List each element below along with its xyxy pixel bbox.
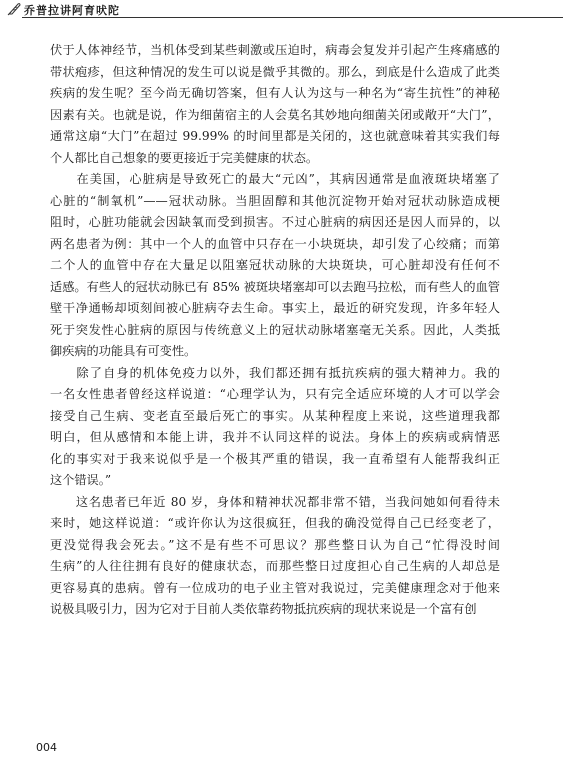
- text-line: 明白，但从感情和本能上讲，我并不认同这样的说法。身体上的疾病或病情恶: [50, 430, 500, 444]
- text-line: 生病”的人往往拥有良好的健康状态，而那些整日过度担心自己生病的人却总是: [50, 559, 500, 573]
- paragraph: [50, 363, 500, 492]
- text-line: 死于突发性心脏病的原因与传统意义上的冠状动脉堵塞毫无关系。因此，人类抵: [50, 322, 500, 337]
- book-title: 乔普拉讲阿育吠陀: [24, 4, 120, 17]
- text-line: 除了自身的机体免疫力以外，我们都还拥有抵抗疾病的强大精神力。我的: [50, 365, 500, 380]
- paragraph: [50, 492, 500, 621]
- text-line: 伏于人体神经节，当机体受到某些刺激或压迫时，病毒会复发并引起产生疼痛感的: [50, 43, 500, 57]
- feather-pen-icon: [6, 1, 22, 17]
- text-line: 适感。有些人的冠状动脉已有 85% 被斑块堵塞却可以去跑马拉松，而有些人的血管: [50, 279, 500, 294]
- page-number: 004: [36, 741, 57, 754]
- text-line: 疾病的发生呢？至今尚无确切答案，但有人认为这与一种名为“寄生抗性”的神秘: [50, 86, 500, 100]
- text-line: 因素有关。也就是说，作为细菌宿主的人会莫名其妙地向细菌关闭或敞开“大门”，: [50, 107, 500, 122]
- text-line: 壁干净通畅却顷刻间被心脏病夺去生命。事实上，最近的研究发现，许多年轻人: [50, 301, 500, 315]
- text-line: 通常这扇“大门”在超过 99.99% 的时间里都是关闭的，这也就意味着其实我们每: [50, 129, 500, 143]
- text-line: 接受自己生病、变老直至最后死亡的事实。从某种程度上来说，这些道理我都: [50, 408, 500, 423]
- text-line: 一名女性患者曾经这样说道：“心理学认为，只有完全适应环境的人才可以学会: [50, 387, 500, 401]
- paragraph: [50, 40, 500, 169]
- text-line: 来时，她这样说道：“或许你认为这很疯狂，但我的确没觉得自己已经变老了，: [50, 516, 500, 530]
- header-divider: [22, 17, 563, 18]
- text-line: 二个人的血管中存在大量足以阻塞冠状动脉的大块斑块，可心脏却没有任何不: [50, 258, 500, 272]
- text-line: 带状疱疹，但这种情况的发生可以说是微乎其微的。那么，到底是什么造成了此类: [50, 64, 500, 79]
- text-line: 更容易真的患病。曾有一位成功的电子业主管对我说过，完美健康理念对于他来: [50, 580, 500, 595]
- text-line: 御疾病的功能具有可变性。: [50, 344, 197, 358]
- paragraph: [50, 169, 500, 363]
- text-line: 两名患者为例：其中一个人的血管中只存在一小块斑块，却引发了心绞痛；而第: [50, 236, 500, 251]
- text-line: 阻时，心脏功能就会因缺氧而受到损害。不过心脏病的病因还是因人而异的，以: [50, 215, 500, 229]
- text-line: 这个错误。”: [50, 473, 112, 487]
- text-line: 说极具吸引力，因为它对于目前人类依靠药物抵抗疾病的现状来说是一个富有创: [50, 602, 477, 616]
- text-line: 个人都比自己想象的要更接近于完美健康的状态。: [50, 150, 319, 165]
- text-line: 在美国，心脏病是导致死亡的最大“元凶”，其病因通常是血液斑块堵塞了: [50, 172, 500, 186]
- body-text: [50, 40, 500, 621]
- text-line: 更没觉得我会死去。”这不是有些不可思议？那些整日认为自己“忙得没时间: [50, 537, 500, 552]
- running-header: [0, 0, 563, 22]
- text-line: 心脏的“制氧机”——冠状动脉。当胆固醇和其他沉淀物开始对冠状动脉造成梗: [50, 193, 500, 208]
- text-line: 这名患者已年近 80 岁，身体和精神状况都非常不错，当我问她如何看待未: [50, 494, 500, 509]
- text-line: 化的事实对于我来说似乎是一个极其严重的错误，我一直希望有人能帮我纠正: [50, 451, 500, 466]
